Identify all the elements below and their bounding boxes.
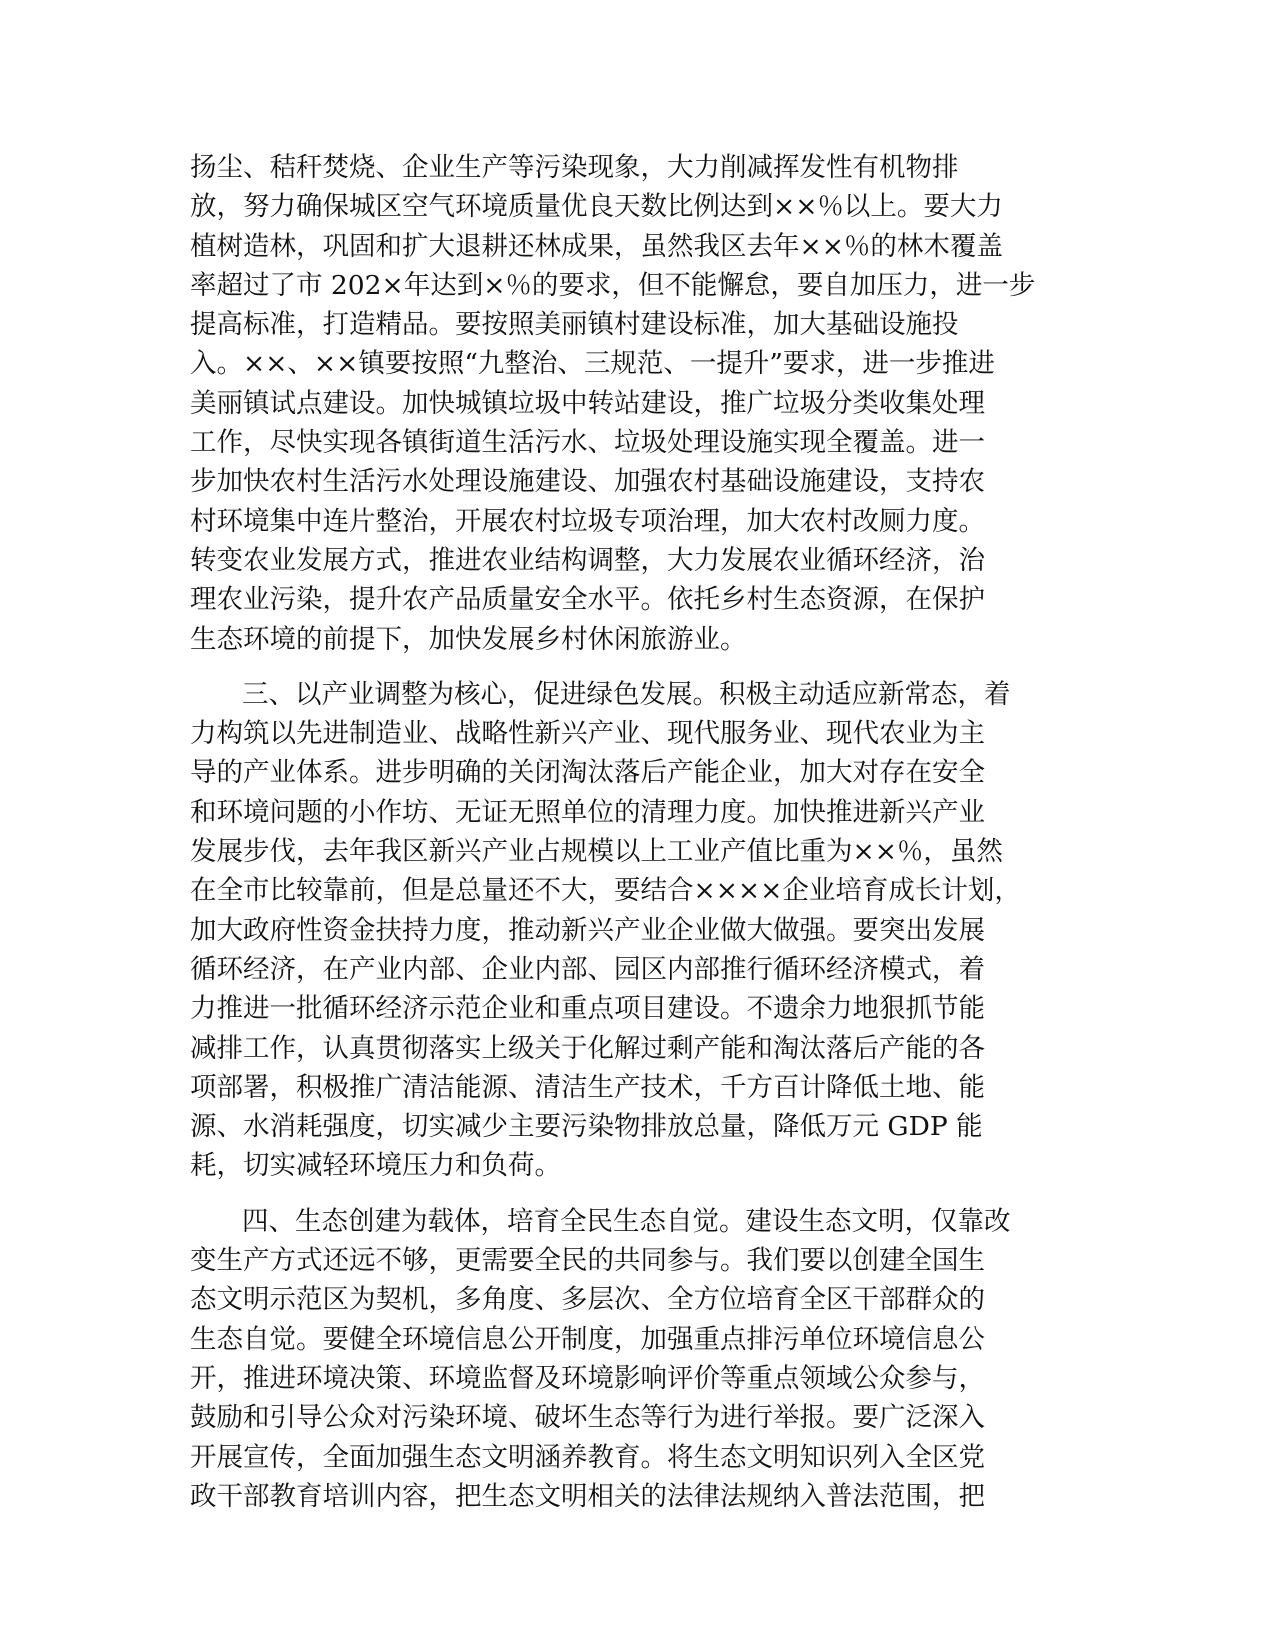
text-line: 步加快农村生活污水处理设施建设、加强农村基础设施建设，支持农	[190, 466, 985, 498]
text-line: 力构筑以先进制造业、战略性新兴产业、现代服务业、现代农业为主	[190, 718, 985, 750]
text-line: 三、以产业调整为核心，促进绿色发展。积极主动适应新常态，着	[242, 678, 1011, 710]
text-line: 发展步伐，去年我区新兴产业占规模以上工业产值比重为××％，虽然	[190, 836, 1003, 868]
text-line: 变生产方式还远不够，更需要全民的共同参与。我们要以创建全国生	[190, 1245, 985, 1277]
text-line: 循环经济，在产业内部、企业内部、园区内部推行循环经济模式，着	[190, 953, 985, 985]
text-line: 态文明示范区为契机，多角度、多层次、全方位培育全区干部群众的	[190, 1284, 985, 1316]
text-line: 在全市比较靠前，但是总量还不大，要结合××××企业培育成长计划，	[190, 875, 1021, 907]
text-line: 放，努力确保城区空气环境质量优良天数比例达到××％以上。要大力	[190, 191, 1003, 223]
paragraph	[190, 1202, 1088, 1516]
text-line: 和环境问题的小作坊、无证无照单位的清理力度。加快推进新兴产业	[190, 796, 985, 828]
text-line: 耗，切实减轻环境压力和负荷。	[190, 1150, 561, 1182]
text-line: 开展宣传，全面加强生态文明涵养教育。将生态文明知识列入全区党	[190, 1441, 985, 1473]
text-line: 提高标准，打造精品。要按照美丽镇村建设标准，加大基础设施投	[190, 309, 959, 341]
text-line: 率超过了市 202×年达到×％的要求，但不能懈怠，要自加压力，进一步	[190, 269, 1036, 301]
text-line: 扬尘、秸秆焚烧、企业生产等污染现象，大力削减挥发性有机物排	[190, 152, 959, 183]
text-line: 四、生态创建为载体，培育全民生态自觉。建设生态文明，仅靠改	[242, 1205, 1011, 1237]
text-line: 减排工作，认真贯彻落实上级关于化解过剩产能和淘汰落后产能的各	[190, 1032, 985, 1064]
text-line: 转变农业发展方式，推进农业结构调整，大力发展农业循环经济，治	[190, 544, 985, 576]
document-body	[190, 148, 1088, 1516]
text-line: 开，推进环境决策、环境监督及环境影响评价等重点领域公众参与，	[190, 1362, 985, 1394]
text-line: 植树造林，巩固和扩大退耕还林成果，虽然我区去年××％的林木覆盖	[190, 230, 1003, 262]
text-line: 生态自觉。要健全环境信息公开制度，加强重点排污单位环境信息公	[190, 1323, 985, 1355]
text-line: 政干部教育培训内容，把生态文明相关的法律法规纳入普法范围，把	[190, 1480, 985, 1512]
text-line: 鼓励和引导公众对污染环境、破坏生态等行为进行举报。要广泛深入	[190, 1402, 985, 1434]
text-line: 入。××、××镇要按照“九整治、三规范、一提升”要求，进一步推进	[190, 348, 995, 380]
text-line: 生态环境的前提下，加快发展乡村休闲旅游业。	[190, 623, 747, 655]
text-line: 力推进一批循环经济示范企业和重点项目建设。不遗余力地狠抓节能	[190, 993, 985, 1025]
text-line: 美丽镇试点建设。加快城镇垃圾中转站建设，推广垃圾分类收集处理	[190, 387, 985, 419]
text-line: 源、水消耗强度，切实减少主要污染物排放总量，降低万元 GDP 能	[190, 1111, 983, 1143]
text-line: 加大政府性资金扶持力度，推动新兴产业企业做大做强。要突出发展	[190, 914, 985, 946]
text-line: 工作，尽快实现各镇街道生活污水、垃圾处理设施实现全覆盖。进一	[190, 427, 985, 459]
text-line: 村环境集中连片整治，开展农村垃圾专项治理，加大农村改厕力度。	[190, 505, 985, 537]
text-line: 项部署，积极推广清洁能源、清洁生产技术，千方百计降低土地、能	[190, 1071, 985, 1103]
text-line: 理农业污染，提升农产品质量安全水平。依托乡村生态资源，在保护	[190, 584, 985, 616]
paragraph	[190, 675, 1088, 1186]
text-line: 导的产业体系。进步明确的关闭淘汰落后产能企业，加大对存在安全	[190, 757, 985, 789]
paragraph	[190, 148, 1088, 659]
